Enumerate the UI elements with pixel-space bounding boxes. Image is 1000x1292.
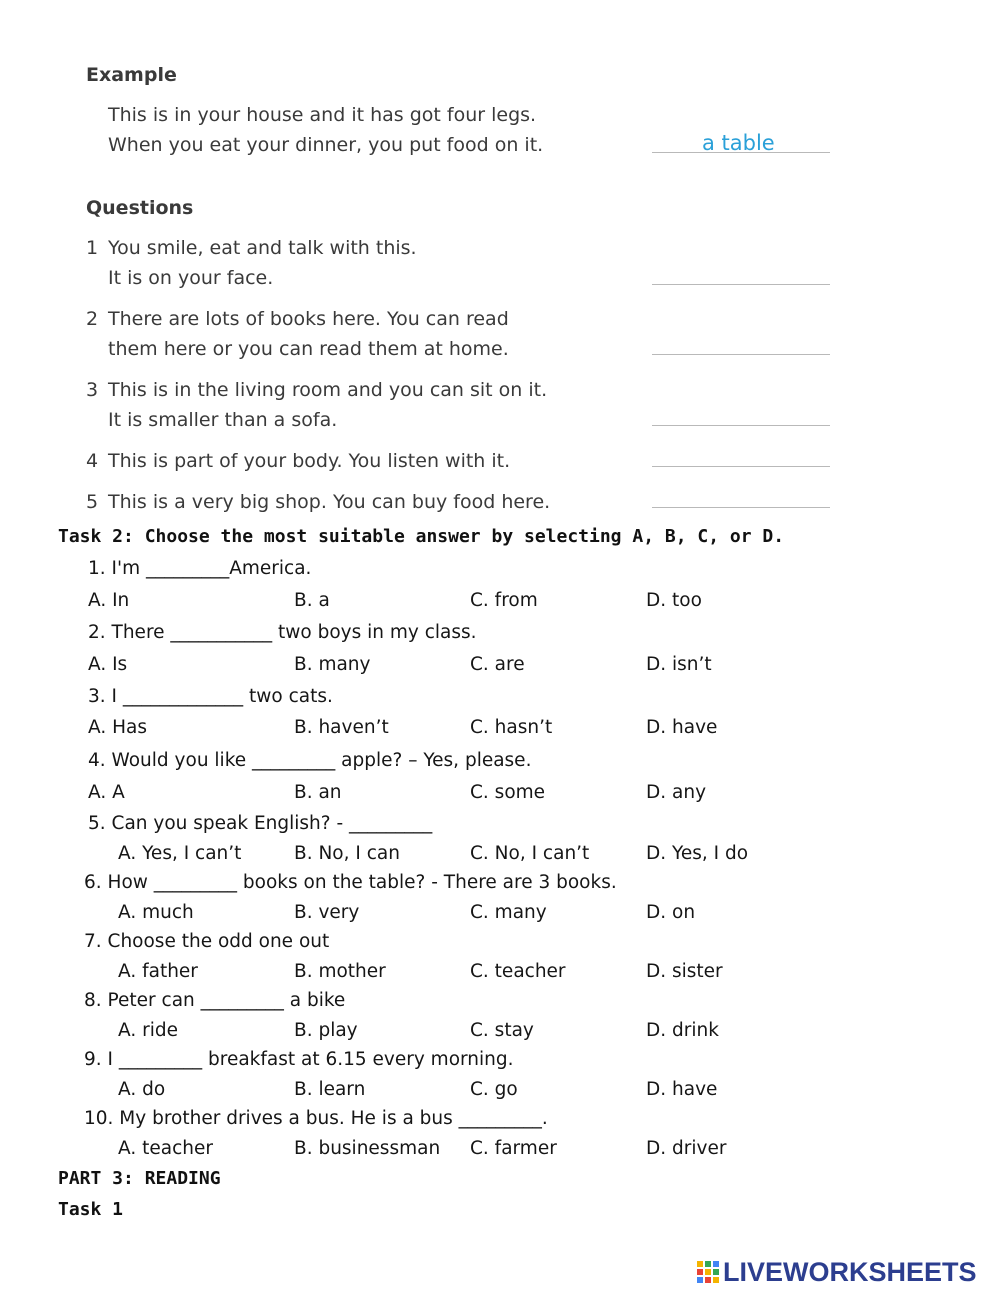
question-1-line-1: You smile, eat and talk with this. [108, 237, 417, 259]
option-a[interactable]: A. father [118, 961, 198, 982]
example-answer-line [652, 152, 830, 153]
question-2-line-2: them here or you can read them at home. [108, 338, 509, 360]
option-c[interactable]: C. farmer [470, 1138, 557, 1159]
option-b[interactable]: B. businessman [294, 1138, 441, 1159]
question-2-answer-line[interactable] [652, 354, 830, 355]
option-a[interactable]: A. In [88, 590, 130, 611]
example-line-1: This is in your house and it has got four legs. [108, 104, 537, 126]
option-a[interactable]: A. do [118, 1079, 166, 1100]
option-d[interactable]: D. drink [646, 1020, 719, 1041]
task2-title: Task 2: Choose the most suitable answer by selecting A, B, C, or D. [58, 526, 785, 547]
question-number: 4 [86, 450, 99, 472]
question-number: 2 [86, 308, 99, 330]
task2-question-3: 3. I _____________ two cats. [88, 686, 333, 707]
question-5-line-1: This is a very big shop. You can buy food here. [108, 491, 551, 513]
option-c[interactable]: C. are [470, 654, 525, 675]
option-d[interactable]: D. any [646, 782, 707, 803]
option-b[interactable]: B. many [294, 654, 371, 675]
option-d[interactable]: D. have [646, 1079, 718, 1100]
question-5-answer-line[interactable] [652, 507, 830, 508]
option-b[interactable]: B. very [294, 902, 360, 923]
part3-title: PART 3: READING [58, 1168, 221, 1189]
option-a[interactable]: A. teacher [118, 1138, 213, 1159]
option-c[interactable]: C. from [470, 590, 538, 611]
task2-question-7: 7. Choose the odd one out [84, 931, 330, 952]
option-b[interactable]: B. learn [294, 1079, 366, 1100]
task2-question-5: 5. Can you speak English? - _________ [88, 813, 433, 834]
task2-question-4: 4. Would you like _________ apple? – Yes, please. [88, 750, 532, 771]
option-c[interactable]: C. many [470, 902, 547, 923]
option-d[interactable]: D. isn’t [646, 654, 712, 675]
option-d[interactable]: D. sister [646, 961, 723, 982]
liveworksheets-logo-text: LIVEWORKSHEETS [723, 1256, 977, 1287]
option-b[interactable]: B. haven’t [294, 717, 389, 738]
option-c[interactable]: C. stay [470, 1020, 534, 1041]
option-d[interactable]: D. driver [646, 1138, 727, 1159]
option-d[interactable]: D. on [646, 902, 696, 923]
option-b[interactable]: B. a [294, 590, 330, 611]
option-c[interactable]: C. teacher [470, 961, 566, 982]
question-4-line-1: This is part of your body. You listen with it. [108, 450, 511, 472]
option-a[interactable]: A. ride [118, 1020, 178, 1041]
option-b[interactable]: B. mother [294, 961, 386, 982]
question-number: 3 [86, 379, 99, 401]
option-a[interactable]: A. A [88, 782, 125, 803]
question-3-answer-line[interactable] [652, 425, 830, 426]
question-number: 5 [86, 491, 99, 513]
part3-task-label: Task 1 [58, 1199, 124, 1220]
liveworksheets-logo-icon [696, 1260, 720, 1284]
question-3-line-1: This is in the living room and you can sit on it. [108, 379, 548, 401]
option-b[interactable]: B. play [294, 1020, 358, 1041]
option-c[interactable]: C. some [470, 782, 546, 803]
option-c[interactable]: C. No, I can’t [470, 843, 590, 864]
option-c[interactable]: C. hasn’t [470, 717, 553, 738]
option-b[interactable]: B. an [294, 782, 342, 803]
option-a[interactable]: A. Is [88, 654, 128, 675]
option-c[interactable]: C. go [470, 1079, 518, 1100]
task2-question-2: 2. There ___________ two boys in my class. [88, 622, 477, 643]
question-2-line-1: There are lots of books here. You can read [108, 308, 509, 330]
task2-question-10: 10. My brother drives a bus. He is a bus _________. [84, 1108, 548, 1129]
questions-heading: Questions [86, 197, 194, 219]
task2-question-1: 1. I'm _________America. [88, 558, 312, 579]
example-answer: a table [702, 131, 775, 155]
option-a[interactable]: A. much [118, 902, 194, 923]
task2-question-8: 8. Peter can _________ a bike [84, 990, 346, 1011]
question-1-line-2: It is on your face. [108, 267, 274, 289]
question-number: 1 [86, 237, 99, 259]
task2-question-9: 9. I _________ breakfast at 6.15 every morning. [84, 1049, 514, 1070]
option-d[interactable]: D. have [646, 717, 718, 738]
question-4-answer-line[interactable] [652, 466, 830, 467]
option-a[interactable]: A. Has [88, 717, 147, 738]
option-d[interactable]: D. Yes, I do [646, 843, 749, 864]
example-line-2: When you eat your dinner, you put food on it. [108, 134, 544, 156]
option-a[interactable]: A. Yes, I can’t [118, 843, 242, 864]
question-1-answer-line[interactable] [652, 284, 830, 285]
question-3-line-2: It is smaller than a sofa. [108, 409, 338, 431]
task2-question-6: 6. How _________ books on the table? - There are 3 books. [84, 872, 617, 893]
liveworksheets-logo[interactable] [696, 1252, 977, 1292]
option-d[interactable]: D. too [646, 590, 702, 611]
example-heading: Example [86, 64, 177, 86]
option-b[interactable]: B. No, I can [294, 843, 400, 864]
